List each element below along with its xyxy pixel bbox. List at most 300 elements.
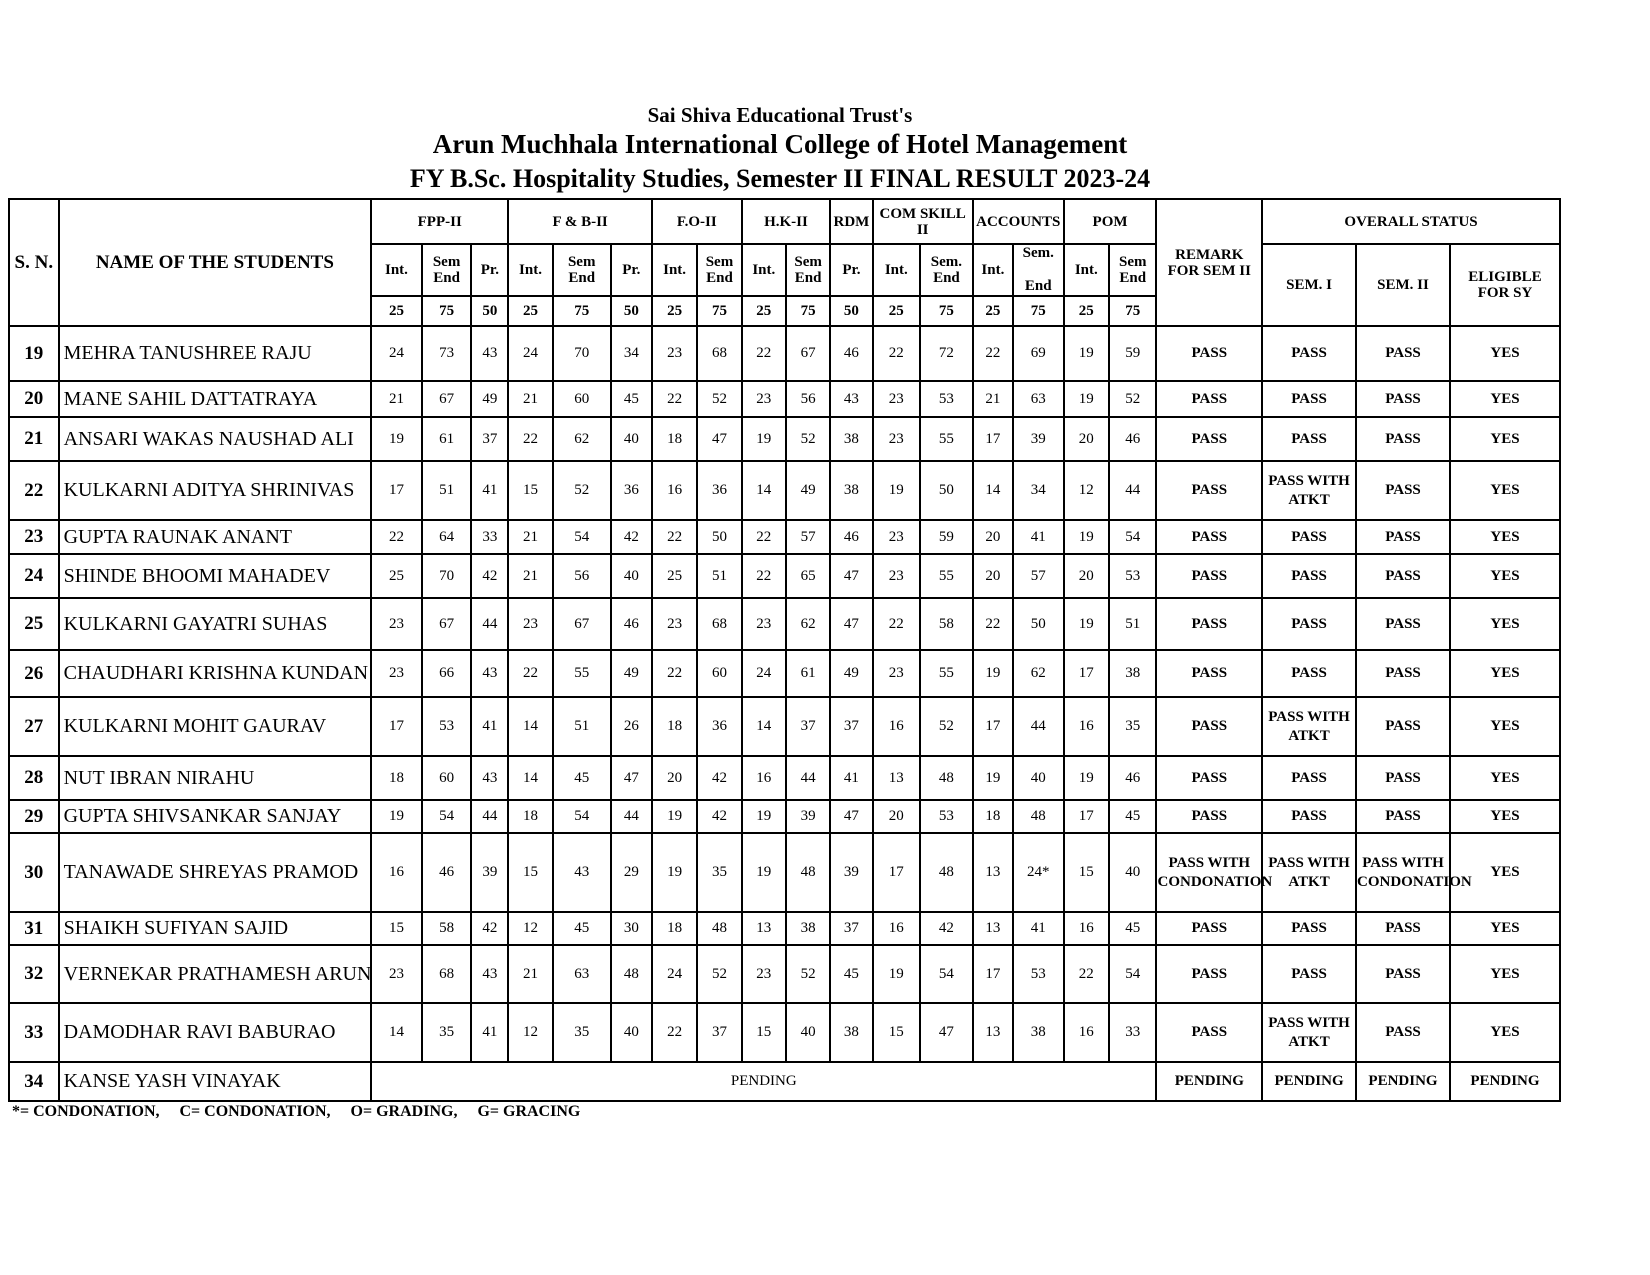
mark-cell: 35 [697, 833, 741, 912]
max-mark-cell: 75 [1109, 296, 1157, 326]
mark-cell: 64 [422, 520, 472, 554]
mark-cell: 39 [830, 833, 872, 912]
table-row [9, 650, 1560, 697]
sem1-status-cell: PASS WITH ATKT [1262, 697, 1356, 756]
sem2-status-cell: PENDING [1356, 1062, 1450, 1101]
mark-cell: 34 [611, 326, 652, 381]
sub-int: Int. [371, 244, 422, 296]
mark-cell: 53 [1013, 945, 1064, 1003]
mark-cell: 18 [652, 417, 697, 461]
mark-cell: 42 [471, 554, 508, 598]
mark-cell: 14 [508, 697, 552, 756]
max-mark-cell: 25 [508, 296, 552, 326]
mark-cell: 22 [873, 598, 921, 650]
mark-cell: 22 [652, 1003, 697, 1062]
sem2-status-cell: PASS [1356, 1003, 1450, 1062]
remark-cell: PASS [1156, 800, 1262, 833]
table-row [9, 1003, 1560, 1062]
table-row [9, 912, 1560, 945]
max-mark-cell: 75 [786, 296, 830, 326]
mark-cell: 54 [1109, 520, 1157, 554]
col-remark: REMARK FOR SEM II [1156, 199, 1262, 326]
mark-cell: 39 [786, 800, 830, 833]
remark-cell: PASS [1156, 461, 1262, 520]
sub-end-label: End [1024, 278, 1052, 294]
mark-cell: 17 [873, 833, 921, 912]
remark-cell: PASS [1156, 1003, 1262, 1062]
mark-cell: 53 [920, 800, 973, 833]
sub-int: Int. [873, 244, 921, 296]
mark-cell: 54 [422, 800, 472, 833]
mark-cell: 52 [553, 461, 611, 520]
mark-cell: 55 [920, 417, 973, 461]
mark-cell: 23 [873, 381, 921, 417]
table-row [9, 598, 1560, 650]
mark-cell: 62 [786, 598, 830, 650]
mark-cell: 14 [742, 461, 786, 520]
sub-int: Int. [973, 244, 1013, 296]
sem1-status-cell: PASS [1262, 381, 1356, 417]
mark-cell: 30 [611, 912, 652, 945]
mark-cell: 20 [1064, 554, 1109, 598]
mark-cell: 14 [371, 1003, 422, 1062]
mark-cell: 16 [1064, 912, 1109, 945]
mark-cell: 39 [1013, 417, 1064, 461]
mark-cell: 55 [553, 650, 611, 697]
student-name-cell: MEHRA TANUSHREE RAJU [59, 326, 372, 381]
mark-cell: 19 [652, 800, 697, 833]
max-mark-cell: 75 [1013, 296, 1064, 326]
mark-cell: 23 [652, 598, 697, 650]
mark-cell: 46 [1109, 417, 1157, 461]
mark-cell: 38 [830, 417, 872, 461]
serial-number-cell: 20 [9, 381, 59, 417]
mark-cell: 67 [786, 326, 830, 381]
mark-cell: 48 [920, 756, 973, 800]
mark-cell: 41 [471, 1003, 508, 1062]
mark-cell: 43 [471, 650, 508, 697]
student-name-cell: KANSE YASH VINAYAK [59, 1062, 372, 1101]
mark-cell: 70 [553, 326, 611, 381]
mark-cell: 22 [742, 326, 786, 381]
mark-cell: 48 [697, 912, 741, 945]
remark-cell: PASS [1156, 945, 1262, 1003]
mark-cell: 20 [973, 520, 1013, 554]
mark-cell: 70 [422, 554, 472, 598]
serial-number-cell: 32 [9, 945, 59, 1003]
mark-cell: 16 [652, 461, 697, 520]
sem2-status-cell: PASS [1356, 554, 1450, 598]
mark-cell: 23 [873, 417, 921, 461]
trust-name: Sai Shiva Educational Trust's [647, 103, 913, 127]
serial-number-cell: 30 [9, 833, 59, 912]
mark-cell: 44 [611, 800, 652, 833]
mark-cell: 13 [742, 912, 786, 945]
mark-cell: 41 [830, 756, 872, 800]
mark-cell: 45 [553, 912, 611, 945]
mark-cell: 48 [1013, 800, 1064, 833]
eligible-cell: YES [1450, 756, 1560, 800]
sem2-status-cell: PASS [1356, 381, 1450, 417]
serial-number-cell: 27 [9, 697, 59, 756]
legend: *= CONDONATION, C= CONDONATION, O= GRADING, G= GRACING [12, 1103, 581, 1120]
student-name-cell: TANAWADE SHREYAS PRAMOD [59, 833, 372, 912]
mark-cell: 45 [553, 756, 611, 800]
mark-cell: 18 [508, 800, 552, 833]
col-pom: POM [1064, 199, 1157, 244]
serial-number-cell: 26 [9, 650, 59, 697]
mark-cell: 41 [1013, 520, 1064, 554]
mark-cell: 18 [973, 800, 1013, 833]
mark-cell: 55 [920, 650, 973, 697]
mark-cell: 54 [553, 520, 611, 554]
sem2-status-cell: PASS WITH CONDONATION [1356, 833, 1450, 912]
col-fb: F & B-II [508, 199, 652, 244]
max-mark-cell: 25 [371, 296, 422, 326]
mark-cell: 68 [697, 598, 741, 650]
mark-cell: 22 [508, 650, 552, 697]
mark-cell: 19 [371, 800, 422, 833]
table-row [9, 833, 1560, 912]
mark-cell: 36 [697, 697, 741, 756]
mark-cell: 55 [920, 554, 973, 598]
sem1-status-cell: PASS [1262, 945, 1356, 1003]
student-name-cell: SHINDE BHOOMI MAHADEV [59, 554, 372, 598]
mark-cell: 59 [920, 520, 973, 554]
mark-cell: 40 [611, 554, 652, 598]
mark-cell: 44 [1109, 461, 1157, 520]
mark-cell: 45 [830, 945, 872, 1003]
sem1-status-cell: PASS [1262, 554, 1356, 598]
mark-cell: 13 [973, 1003, 1013, 1062]
mark-cell: 20 [1064, 417, 1109, 461]
mark-cell: 51 [422, 461, 472, 520]
serial-number-cell: 29 [9, 800, 59, 833]
remark-cell: PASS WITH CONDONATION [1156, 833, 1262, 912]
table-row [9, 381, 1560, 417]
col-name: NAME OF THE STUDENTS [59, 199, 372, 326]
sem1-status-cell: PASS [1262, 912, 1356, 945]
mark-cell: 22 [652, 381, 697, 417]
mark-cell: 42 [697, 756, 741, 800]
eligible-cell: YES [1450, 598, 1560, 650]
mark-cell: 12 [1064, 461, 1109, 520]
mark-cell: 19 [1064, 598, 1109, 650]
mark-cell: 47 [611, 756, 652, 800]
eligible-cell: YES [1450, 461, 1560, 520]
mark-cell: 43 [830, 381, 872, 417]
mark-cell: 26 [611, 697, 652, 756]
col-sem2: SEM. II [1356, 244, 1450, 326]
table-row [9, 520, 1560, 554]
mark-cell: 15 [371, 912, 422, 945]
mark-cell: 21 [508, 945, 552, 1003]
mark-cell: 50 [697, 520, 741, 554]
mark-cell: 53 [1109, 554, 1157, 598]
remark-cell: PENDING [1156, 1062, 1262, 1101]
mark-cell: 23 [371, 598, 422, 650]
mark-cell: 65 [786, 554, 830, 598]
mark-cell: 62 [553, 417, 611, 461]
sub-pr: Pr. [830, 244, 872, 296]
mark-cell: 23 [742, 945, 786, 1003]
mark-cell: 29 [611, 833, 652, 912]
mark-cell: 46 [830, 520, 872, 554]
remark-cell: PASS [1156, 650, 1262, 697]
student-name-cell: CHAUDHARI KRISHNA KUNDAN [59, 650, 372, 697]
sem1-status-cell: PENDING [1262, 1062, 1356, 1101]
mark-cell: 19 [1064, 381, 1109, 417]
col-com-skill: COM SKILL II [873, 199, 973, 244]
serial-number-cell: 33 [9, 1003, 59, 1062]
mark-cell: 22 [371, 520, 422, 554]
mark-cell: 61 [422, 417, 472, 461]
mark-cell: 15 [508, 461, 552, 520]
mark-cell: 42 [471, 912, 508, 945]
max-mark-cell: 75 [553, 296, 611, 326]
mark-cell: 24 [652, 945, 697, 1003]
mark-cell: 53 [920, 381, 973, 417]
serial-number-cell: 19 [9, 326, 59, 381]
remark-cell: PASS [1156, 598, 1262, 650]
student-name-cell: SHAIKH SUFIYAN SAJID [59, 912, 372, 945]
mark-cell: 18 [371, 756, 422, 800]
sem1-status-cell: PASS WITH ATKT [1262, 833, 1356, 912]
col-accounts: ACCOUNTS [973, 199, 1064, 244]
mark-cell: 43 [553, 833, 611, 912]
mark-cell: 16 [1064, 697, 1109, 756]
mark-cell: 33 [1109, 1003, 1157, 1062]
mark-cell: 49 [786, 461, 830, 520]
table-body [9, 326, 1560, 1101]
mark-cell: 23 [742, 598, 786, 650]
serial-number-cell: 25 [9, 598, 59, 650]
mark-cell: 13 [973, 912, 1013, 945]
mark-cell: 24 [742, 650, 786, 697]
mark-cell: 22 [652, 520, 697, 554]
max-mark-cell: 50 [471, 296, 508, 326]
student-name-cell: KULKARNI ADITYA SHRINIVAS [59, 461, 372, 520]
mark-cell: 17 [1064, 650, 1109, 697]
mark-cell: 38 [1013, 1003, 1064, 1062]
student-name-cell: ANSARI WAKAS NAUSHAD ALI [59, 417, 372, 461]
student-name-cell: GUPTA RAUNAK ANANT [59, 520, 372, 554]
mark-cell: 37 [830, 912, 872, 945]
sem2-status-cell: PASS [1356, 598, 1450, 650]
eligible-cell: YES [1450, 800, 1560, 833]
remark-cell: PASS [1156, 912, 1262, 945]
mark-cell: 34 [1013, 461, 1064, 520]
mark-cell: 60 [422, 756, 472, 800]
sub-int: Int. [508, 244, 552, 296]
max-mark-cell: 25 [652, 296, 697, 326]
remark-cell: PASS [1156, 756, 1262, 800]
sub-sem-end: Sem End [697, 244, 741, 296]
student-name-cell: KULKARNI GAYATRI SUHAS [59, 598, 372, 650]
mark-cell: 44 [471, 800, 508, 833]
mark-cell: 37 [830, 697, 872, 756]
mark-cell: 21 [508, 554, 552, 598]
student-name-cell: GUPTA SHIVSANKAR SANJAY [59, 800, 372, 833]
sub-int: Int. [652, 244, 697, 296]
table-row [9, 326, 1560, 381]
sub-sem-end: Sem End [553, 244, 611, 296]
sub-sem-end: Sem End [1109, 244, 1157, 296]
mark-cell: 19 [371, 417, 422, 461]
mark-cell: 44 [471, 598, 508, 650]
mark-cell: 41 [471, 697, 508, 756]
eligible-cell: YES [1450, 833, 1560, 912]
sem1-status-cell: PASS [1262, 598, 1356, 650]
sem1-status-cell: PASS [1262, 650, 1356, 697]
mark-cell: 47 [697, 417, 741, 461]
mark-cell: 59 [1109, 326, 1157, 381]
mark-cell: 38 [830, 461, 872, 520]
sub-sem-end: Sem End [786, 244, 830, 296]
sem2-status-cell: PASS [1356, 756, 1450, 800]
mark-cell: 20 [873, 800, 921, 833]
mark-cell: 52 [1109, 381, 1157, 417]
sem2-status-cell: PASS [1356, 945, 1450, 1003]
mark-cell: 12 [508, 1003, 552, 1062]
mark-cell: 14 [508, 756, 552, 800]
col-rdm: RDM [830, 199, 872, 244]
mark-cell: 47 [830, 800, 872, 833]
mark-cell: 17 [371, 697, 422, 756]
mark-cell: 40 [611, 1003, 652, 1062]
max-mark-cell: 25 [1064, 296, 1109, 326]
max-mark-cell: 50 [830, 296, 872, 326]
eligible-cell: YES [1450, 554, 1560, 598]
mark-cell: 19 [742, 833, 786, 912]
mark-cell: 22 [1064, 945, 1109, 1003]
sub-sem-label: Sem. [1022, 245, 1054, 261]
mark-cell: 23 [873, 650, 921, 697]
mark-cell: 22 [508, 417, 552, 461]
col-eligible: ELIGIBLE FOR SY [1450, 244, 1560, 326]
mark-cell: 40 [1109, 833, 1157, 912]
mark-cell: 43 [471, 945, 508, 1003]
mark-cell: 40 [611, 417, 652, 461]
mark-cell: 72 [920, 326, 973, 381]
mark-cell: 25 [371, 554, 422, 598]
col-fo: F.O-II [652, 199, 742, 244]
mark-cell: 63 [1013, 381, 1064, 417]
mark-cell: 22 [973, 598, 1013, 650]
remark-cell: PASS [1156, 520, 1262, 554]
sem2-status-cell: PASS [1356, 461, 1450, 520]
mark-cell: 19 [1064, 756, 1109, 800]
mark-cell: 22 [873, 326, 921, 381]
table-row [9, 697, 1560, 756]
col-overall-status: OVERALL STATUS [1262, 199, 1560, 244]
table-row [9, 461, 1560, 520]
mark-cell: 21 [973, 381, 1013, 417]
mark-cell: 52 [697, 381, 741, 417]
mark-cell: 13 [873, 756, 921, 800]
mark-cell: 46 [611, 598, 652, 650]
table-row [9, 417, 1560, 461]
mark-cell: 45 [1109, 800, 1157, 833]
mark-cell: 53 [422, 697, 472, 756]
mark-cell: 58 [422, 912, 472, 945]
eligible-cell: YES [1450, 381, 1560, 417]
mark-cell: 36 [697, 461, 741, 520]
max-mark-cell: 25 [973, 296, 1013, 326]
mark-cell: 23 [652, 326, 697, 381]
mark-cell: 60 [697, 650, 741, 697]
mark-cell: 46 [1109, 756, 1157, 800]
mark-cell: 22 [742, 554, 786, 598]
sem1-status-cell: PASS [1262, 520, 1356, 554]
mark-cell: 52 [786, 417, 830, 461]
serial-number-cell: 21 [9, 417, 59, 461]
mark-cell: 22 [742, 520, 786, 554]
mark-cell: 23 [371, 945, 422, 1003]
mark-cell: 20 [652, 756, 697, 800]
mark-cell: 54 [920, 945, 973, 1003]
mark-cell: 57 [1013, 554, 1064, 598]
mark-cell: 18 [652, 912, 697, 945]
max-mark-cell: 25 [873, 296, 921, 326]
mark-cell: 38 [830, 1003, 872, 1062]
mark-cell: 36 [611, 461, 652, 520]
mark-cell: 61 [786, 650, 830, 697]
mark-cell: 48 [611, 945, 652, 1003]
table-row [9, 800, 1560, 833]
mark-cell: 46 [422, 833, 472, 912]
mark-cell: 19 [973, 650, 1013, 697]
mark-cell: 24 [371, 326, 422, 381]
mark-cell: 23 [873, 520, 921, 554]
mark-cell: 15 [508, 833, 552, 912]
mark-cell: 42 [611, 520, 652, 554]
mark-cell: 47 [830, 554, 872, 598]
mark-cell: 23 [371, 650, 422, 697]
sub-sem-end: Sem. End [920, 244, 973, 296]
mark-cell: 42 [920, 912, 973, 945]
eligible-cell: YES [1450, 417, 1560, 461]
mark-cell: 68 [697, 326, 741, 381]
mark-cell: 35 [1109, 697, 1157, 756]
mark-cell: 22 [652, 650, 697, 697]
mark-cell: 35 [422, 1003, 472, 1062]
max-mark-cell: 50 [611, 296, 652, 326]
sub-pr: Pr. [611, 244, 652, 296]
mark-cell: 17 [1064, 800, 1109, 833]
mark-cell: 21 [371, 381, 422, 417]
max-mark-cell: 75 [697, 296, 741, 326]
mark-cell: 68 [422, 945, 472, 1003]
mark-cell: 22 [973, 326, 1013, 381]
mark-cell: 18 [652, 697, 697, 756]
pending-marks-cell: PENDING [371, 1062, 1156, 1101]
mark-cell: 19 [973, 756, 1013, 800]
serial-number-cell: 24 [9, 554, 59, 598]
sem2-status-cell: PASS [1356, 520, 1450, 554]
sub-sem-end [1013, 244, 1064, 296]
mark-cell: 20 [973, 554, 1013, 598]
mark-cell: 14 [742, 697, 786, 756]
college-name: Arun Muchhala International College of Hotel Management [432, 129, 1128, 159]
mark-cell: 49 [611, 650, 652, 697]
sem1-status-cell: PASS [1262, 417, 1356, 461]
result-table [8, 198, 1561, 1102]
mark-cell: 42 [697, 800, 741, 833]
eligible-cell: YES [1450, 326, 1560, 381]
mark-cell: 57 [786, 520, 830, 554]
sem1-status-cell: PASS WITH ATKT [1262, 461, 1356, 520]
